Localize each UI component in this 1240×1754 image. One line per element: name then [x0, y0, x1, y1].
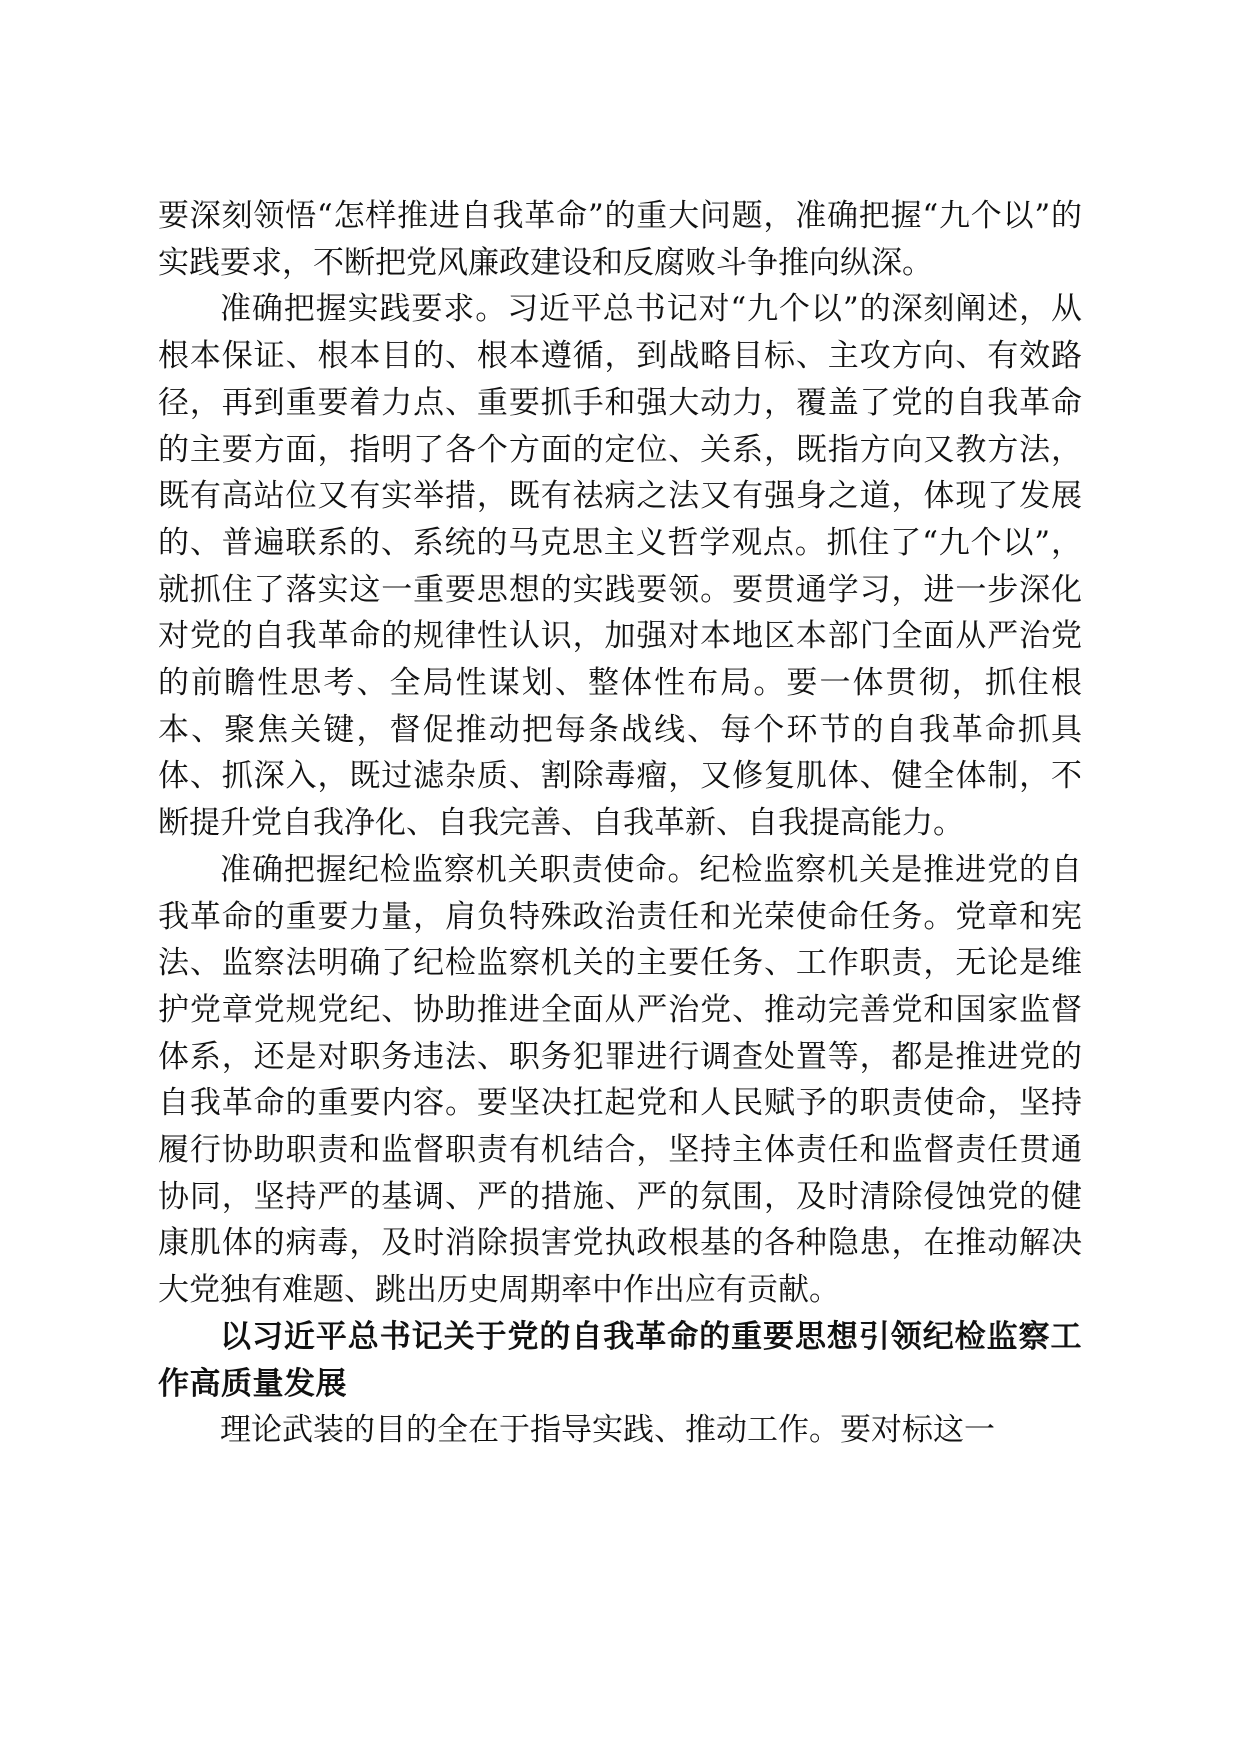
section-heading: 以习近平总书记关于党的自我革命的重要思想引领纪检监察工作高质量发展: [158, 1318, 1082, 1402]
paragraph-duty-mission: 准确把握纪检监察机关职责使命。纪检监察机关是推进党的自我革命的重要力量，肩负特殊政治责任和光荣使命任务。党章和宪法、监察法明确了纪检监察机关的主要任务、工作职责，无论是维护党章党规党纪、协助推进全面从严治党、推动完善党和国家监督体系，还是对职务违法、职务犯罪进行调查处置等，都是推进党的自我革命的重要内容。要坚决扛起党和人民赋予的职责使命，坚持履行协助职责和监督职责有机结合，坚持主体责任和监督责任贯通协同，坚持严的基调、严的措施、严的氛围，及时清除侵蚀党的健康肌体的病毒，及时消除损害党执政根基的各种隐患，在推动解决大党独有难题、跳出历史周期率中作出应有贡献。: [158, 851, 1082, 1309]
paragraph-theory-practice: 理论武装的目的全在于指导实践、推动工作。要对标这一: [220, 1412, 995, 1449]
document-page: [158, 193, 1082, 1454]
paragraph-practice-requirements: 准确把握实践要求。习近平总书记对“九个以”的深刻阐述，从根本保证、根本目的、根本遵循，到战略目标、主攻方向、有效路径，再到重要着力点、重要抓手和强大动力，覆盖了党的自我革命的主要方面，指明了各个方面的定位、关系，既指方向又教方法，既有高站位又有实举措，既有祛病之法又有强身之道，体现了发展的、普遍联系的、系统的马克思主义哲学观点。抓住了“九个以”，就抓住了落实这一重要思想的实践要领。要贯通学习，进一步深化对党的自我革命的规律性认识，加强对本地区本部门全面从严治党的前瞻性思考、全局性谋划、整体性布局。要一体贯彻，抓住根本、聚焦关键，督促推动把每条战线、每个环节的自我革命抓具体、抓深入，既过滤杂质、割除毒瘤，又修复肌体、健全体制，不断提升党自我净化、自我完善、自我革新、自我提高能力。: [158, 291, 1082, 842]
paragraph-intro: 要深刻领悟“怎样推进自我革命”的重大问题，准确把握“九个以”的实践要求，不断把党风廉政建设和反腐败斗争推向纵深。: [158, 198, 1082, 281]
